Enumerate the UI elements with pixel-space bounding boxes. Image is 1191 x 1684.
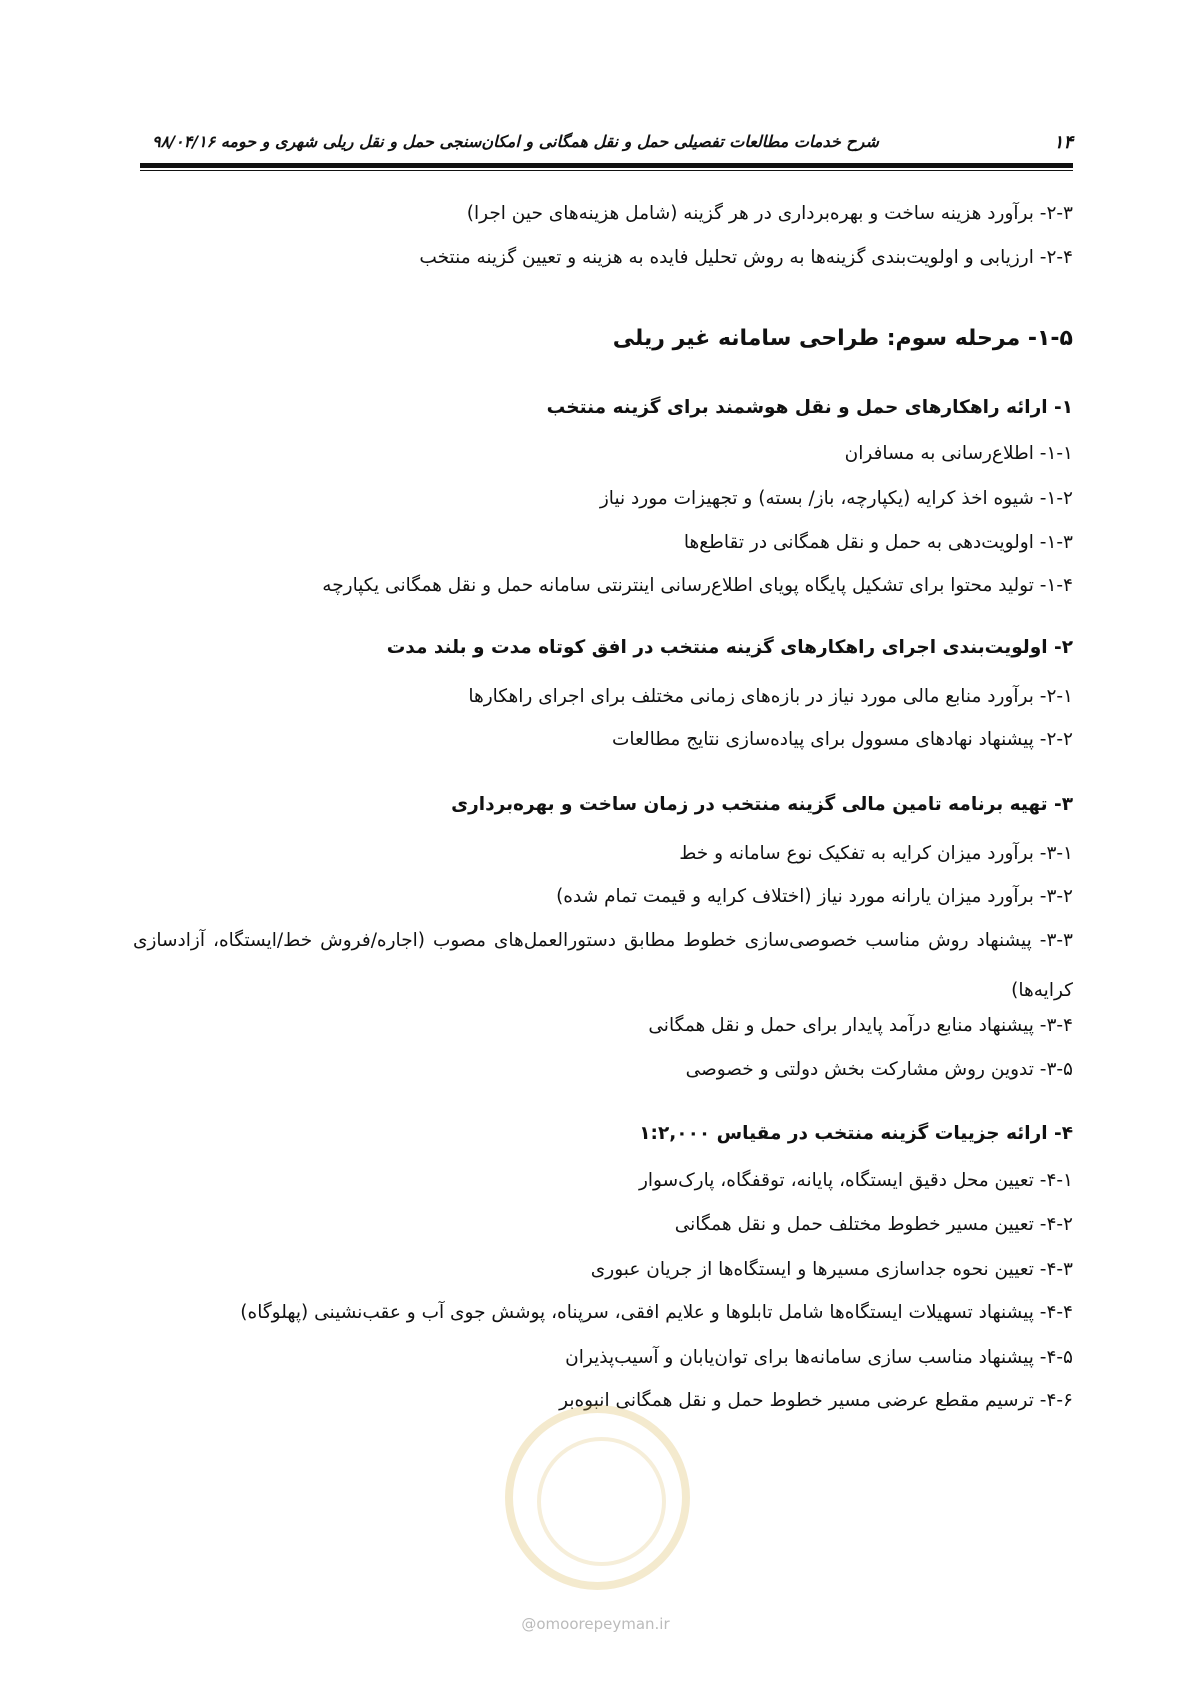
item-1-1: ۱-۱- اطلاع‌رسانی به مسافران — [844, 443, 1073, 464]
item-4-6: ۴-۶- ترسیم مقطع عرضی مسیر خطوط حمل و نقل همگانی انبوه‌بر — [559, 1390, 1073, 1411]
item-4-2: ۴-۲- تعیین مسیر خطوط مختلف حمل و نقل همگانی — [674, 1214, 1073, 1235]
item-4-3: ۴-۳- تعیین نحوه جداسازی مسیرها و ایستگاه‌ها از جریان عبوری — [590, 1259, 1073, 1280]
section-title: ۱-۵- مرحله سوم: طراحی سامانه غیر ریلی — [612, 326, 1073, 351]
item-1-4: ۱-۴- تولید محتوا برای تشکیل پایگاه پویای اطلاع‌رسانی اینترنتی سامانه حمل و نقل همگانی یکپارچه — [322, 575, 1073, 596]
stamp-logo — [505, 1405, 690, 1590]
page-number: ۱۴ — [1053, 132, 1073, 153]
item-3-5: ۳-۵- تدوین روش مشارکت بخش دولتی و خصوصی — [685, 1059, 1073, 1080]
item-4-4: ۴-۴- پیشنهاد تسهیلات ایستگاه‌ها شامل تابلوها و علایم افقی، سرپناه، پوشش جوی آب و عقب‌نشینی (پهلوگاه) — [240, 1302, 1073, 1323]
item-1-2: ۱-۲- شیوه اخذ کرایه (یکپارچه، باز/ بسته) و تجهیزات مورد نیاز — [599, 488, 1073, 509]
item-3-1: ۳-۱- برآورد میزان کرایه به تفکیک نوع سامانه و خط — [679, 843, 1073, 864]
heading-4: ۴- ارائه جزییات گزینه منتخب در مقیاس ۱:۲,۰۰۰ — [639, 1123, 1073, 1144]
page-body — [133, 0, 1073, 1600]
item-4-5: ۴-۵- پیشنهاد مناسب سازی سامانه‌ها برای توان‌یابان و آسیب‌پذیران — [565, 1347, 1073, 1368]
stamp-inner-ring — [537, 1437, 666, 1566]
item-1-3: ۱-۳- اولویت‌دهی به حمل و نقل همگانی در تقاطع‌ها — [683, 532, 1073, 553]
item-2-3: ۲-۳- برآورد هزینه ساخت و بهره‌برداری در هر گزینه (شامل هزینه‌های حین اجرا) — [466, 203, 1073, 224]
item-3-3: ۳-۳- پیشنهاد روش مناسب خصوصی‌سازی خطوط مطابق دستورالعمل‌های مصوب (اجاره/فروش خط/ایستگاه، آزادسازی کرایه‌ها) — [133, 930, 1073, 1001]
heading-2: ۲- اولویت‌بندی اجرای راهکارهای گزینه منتخب در افق کوتاه مدت و بلند مدت — [386, 637, 1073, 658]
header-title: شرح خدمات مطالعات تفصیلی حمل و نقل همگانی و امکان‌سنجی حمل و نقل ریلی شهری و حومه — [220, 132, 879, 151]
heading-3: ۳- تهیه برنامه تامین مالی گزینه منتخب در زمان ساخت و بهره‌برداری — [451, 794, 1073, 815]
watermark-text: @omoorepeyman.ir — [521, 1615, 670, 1633]
item-2-2: ۲-۲- پیشنهاد نهادهای مسوول برای پیاده‌سازی نتایج مطالعات — [611, 729, 1073, 750]
item-4-1: ۴-۱- تعیین محل دقیق ایستگاه، پایانه، توقفگاه، پارک‌سوار — [638, 1170, 1073, 1191]
item-3-2: ۳-۲- برآورد میزان یارانه مورد نیاز (اختلاف کرایه و قیمت تمام شده) — [556, 886, 1073, 907]
item-2-1: ۲-۱- برآورد منابع مالی مورد نیاز در بازه‌های زمانی مختلف برای اجرای راهکارها — [468, 686, 1073, 707]
header-date: ۹۸/۰۴/۱۶ — [152, 132, 216, 151]
item-3-4: ۳-۴- پیشنهاد منابع درآمد پایدار برای حمل و نقل همگانی — [648, 1015, 1073, 1036]
item-2-4: ۲-۴- ارزیابی و اولویت‌بندی گزینه‌ها به روش تحلیل فایده به هزینه و تعیین گزینه منتخب — [419, 247, 1073, 268]
heading-1: ۱- ارائه راهکارهای حمل و نقل هوشمند برای گزینه منتخب — [546, 397, 1073, 418]
